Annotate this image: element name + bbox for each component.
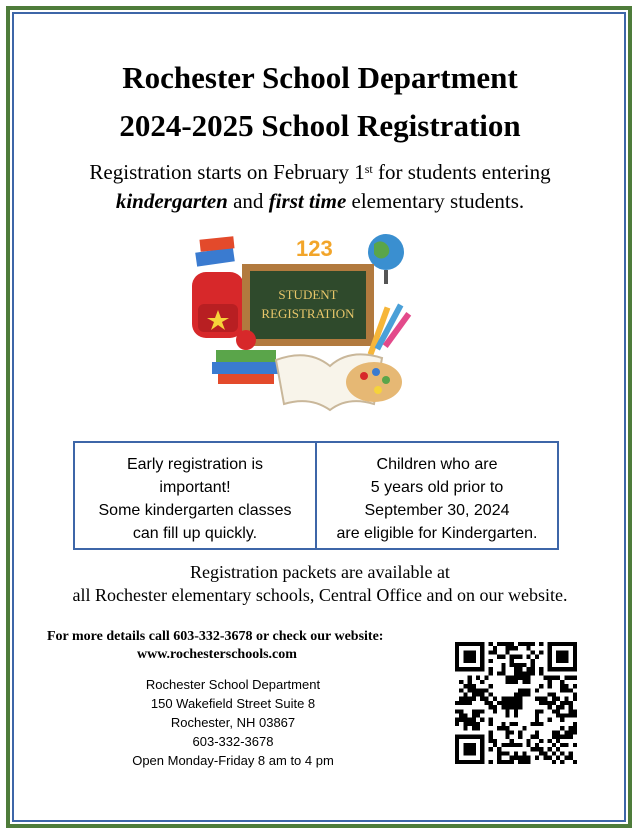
- chalkboard: [250, 271, 366, 339]
- eligibility-box: [317, 443, 557, 548]
- intro-line-1: [0, 158, 640, 187]
- qr-code[interactable]: [455, 642, 577, 764]
- first-time-emphasis: first time: [268, 189, 347, 213]
- box-right-line: September 30, 2024: [364, 502, 510, 519]
- packets-line-2: all Rochester elementary schools, Central Office and on our website.: [72, 585, 568, 605]
- packets-line-1: Registration packets are available at: [190, 562, 450, 582]
- palette-icon: [346, 362, 402, 402]
- address-city: Rochester, NH 03867: [170, 715, 296, 730]
- board-line-2: REGISTRATION: [261, 306, 355, 321]
- kindergarten-emphasis: kindergarten: [115, 189, 228, 213]
- address-name: Rochester School Department: [145, 677, 321, 692]
- box-left-line: important!: [159, 479, 231, 496]
- info-boxes: [73, 441, 559, 550]
- page-title: Rochester School Department: [122, 60, 518, 95]
- box-left-line: can fill up quickly.: [132, 525, 258, 542]
- box-right-line: Children who are: [376, 456, 498, 473]
- box-left-line: Some kindergarten classes: [98, 502, 292, 519]
- intro-text: Registration starts on February 1: [89, 160, 365, 184]
- intro-text-end: elementary students.: [346, 189, 525, 213]
- intro-and: and: [227, 189, 269, 213]
- box-right-line: are eligible for Kindergarten.: [336, 525, 538, 542]
- board-line-1: STUDENT: [278, 287, 338, 302]
- intro-line-2: [0, 187, 640, 216]
- website-link[interactable]: www.rochesterschools.com: [137, 647, 297, 662]
- student-registration-illustration: [188, 230, 420, 416]
- intro-superscript: st: [364, 162, 373, 176]
- box-left-line: Early registration is: [126, 456, 264, 473]
- apple-icon: [236, 330, 256, 350]
- page-subtitle: 2024-2025 School Registration: [119, 108, 521, 143]
- numbers-decoration: 123: [296, 236, 333, 261]
- office-hours: Open Monday-Friday 8 am to 4 pm: [132, 753, 334, 768]
- early-registration-box: [75, 443, 317, 548]
- address-street: 150 Wakefield Street Suite 8: [150, 696, 316, 711]
- intro-text-cont: for students entering: [372, 160, 551, 184]
- box-right-line: 5 years old prior to: [370, 479, 504, 496]
- details-line: For more details call 603-332-3678 or check our website:: [47, 629, 384, 644]
- address-phone: 603-332-3678: [192, 734, 274, 749]
